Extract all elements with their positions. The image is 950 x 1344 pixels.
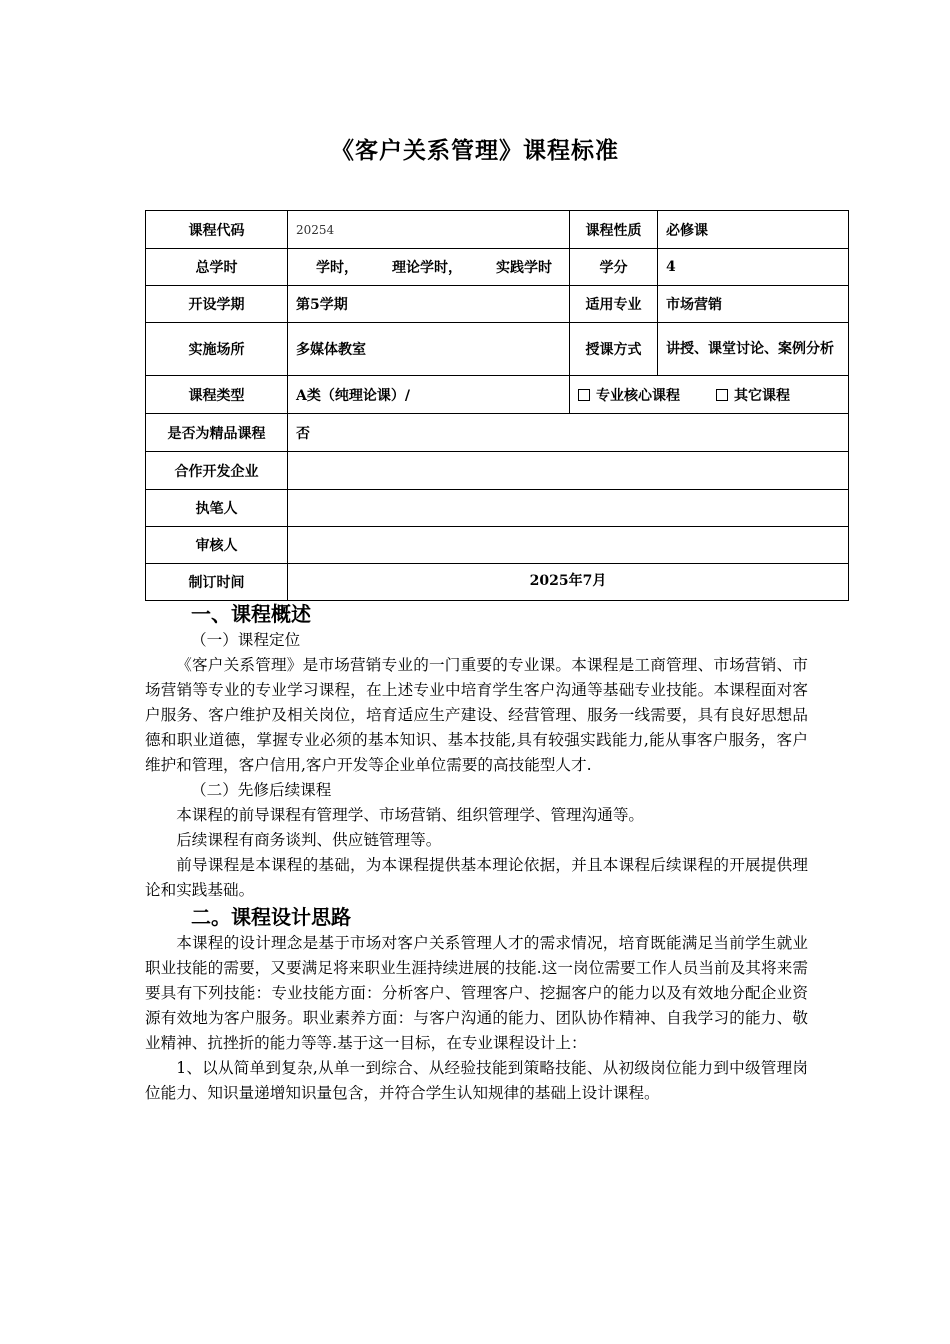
paragraph: 本课程的前导课程有管理学、市场营销、组织管理学、管理沟通等。 — [176, 806, 645, 824]
course-type-value: A类（纯理论课）/ — [288, 376, 570, 414]
hours-part: 学时， — [316, 260, 358, 276]
section-heading-design: 二。课程设计思路 — [191, 905, 351, 929]
table-row — [146, 527, 849, 564]
table-row — [146, 376, 849, 414]
checkbox-icon[interactable] — [716, 389, 728, 401]
course-type-label: 课程类型 — [146, 376, 288, 414]
quality-course-value: 否 — [288, 414, 849, 452]
table-row — [146, 211, 849, 249]
paragraph: 前导课程是本课程的基础，为本课程提供基本理论依据，并且本课程后续课程的开展提供理论和实践基础。 — [145, 856, 808, 899]
course-nature-value: 必修课 — [658, 211, 849, 249]
course-nature-label: 课程性质 — [570, 211, 658, 249]
credit-label: 学分 — [570, 249, 658, 286]
paragraph: 后续课程有商务谈判、供应链管理等。 — [176, 831, 442, 849]
quality-course-label: 是否为精品课程 — [146, 414, 288, 452]
course-code-value: 20254 — [288, 211, 570, 249]
section-heading-overview: 一、课程概述 — [191, 602, 311, 626]
page-title: 《客户关系管理》课程标准 — [331, 137, 619, 164]
reviewer-label: 审核人 — [146, 527, 288, 564]
table-row — [146, 564, 849, 601]
semester-label: 开设学期 — [146, 286, 288, 323]
reviewer-value — [288, 527, 849, 564]
teaching-method-value: 讲授、课堂讨论、案例分析 — [658, 323, 849, 376]
other-course-option: 其它课程 — [734, 387, 790, 404]
course-code-label: 课程代码 — [146, 211, 288, 249]
author-value — [288, 490, 849, 527]
partner-company-value — [288, 452, 849, 490]
course-info-table — [145, 210, 849, 601]
credit-value: 4 — [658, 249, 849, 286]
table-row — [146, 323, 849, 376]
venue-label: 实施场所 — [146, 323, 288, 376]
subsection-heading-positioning: （一）课程定位 — [191, 631, 301, 649]
partner-company-label: 合作开发企业 — [146, 452, 288, 490]
table-row — [146, 452, 849, 490]
subsection-heading-prerequisites: （二）先修后续课程 — [191, 781, 332, 799]
table-row — [146, 249, 849, 286]
core-course-option: 专业核心课程 — [596, 387, 680, 404]
revision-date-value: 2025年7月 — [288, 564, 849, 601]
document-body — [145, 600, 808, 1106]
paragraph: 《客户关系管理》是市场营销专业的一门重要的专业课。本课程是工商管理、市场营销、市场营销等专业的专业学习课程，在上述专业中培育学生客户沟通等基础专业技能。本课程面对客户服务、客户维护及相关岗位，培育适应生产建设、经营管理、服务一线需要，具有良好思想品德和职业道德，掌握专业必须的基本知识、基本技能,具有较强实践能力,能从事客户服务，客户维护和管理，客户信用,客户开发等企业单位需要的高技能型人才. — [145, 656, 808, 774]
paragraph: 本课程的设计理念是基于市场对客户关系管理人才的需求情况，培育既能满足当前学生就业职业技能的需要，又要满足将来职业生涯持续进展的技能.这一岗位需要工作人员当前及其将来需要具有下列技能：专业技能方面：分析客户、管理客户、挖掘客户的能力以及有效地分配企业资源有效地为客户服务。职业素养方面：与客户沟通的能力、团队协作精神、自我学习的能力、敬业精神、抗挫折的能力等等.基于这一目标，在专业课程设计上： — [145, 934, 808, 1052]
author-label: 执笔人 — [146, 490, 288, 527]
total-hours-label: 总学时 — [146, 249, 288, 286]
table-row — [146, 414, 849, 452]
table-row — [146, 490, 849, 527]
checkbox-icon[interactable] — [578, 389, 590, 401]
major-value: 市场营销 — [658, 286, 849, 323]
semester-value: 第5学期 — [288, 286, 570, 323]
table-row — [146, 286, 849, 323]
total-hours-value — [288, 249, 570, 286]
theory-hours-part: 理论学时， — [392, 260, 462, 276]
course-type-options — [570, 376, 849, 414]
practice-hours-part: 实践学时 — [496, 260, 552, 276]
paragraph: 1、以从简单到复杂,从单一到综合、从经验技能到策略技能、从初级岗位能力到中级管理岗位能力、知识量递增知识量包含，并符合学生认知规律的基础上设计课程。 — [145, 1059, 808, 1102]
venue-value: 多媒体教室 — [288, 323, 570, 376]
teaching-method-label: 授课方式 — [570, 323, 658, 376]
revision-date-label: 制订时间 — [146, 564, 288, 601]
major-label: 适用专业 — [570, 286, 658, 323]
